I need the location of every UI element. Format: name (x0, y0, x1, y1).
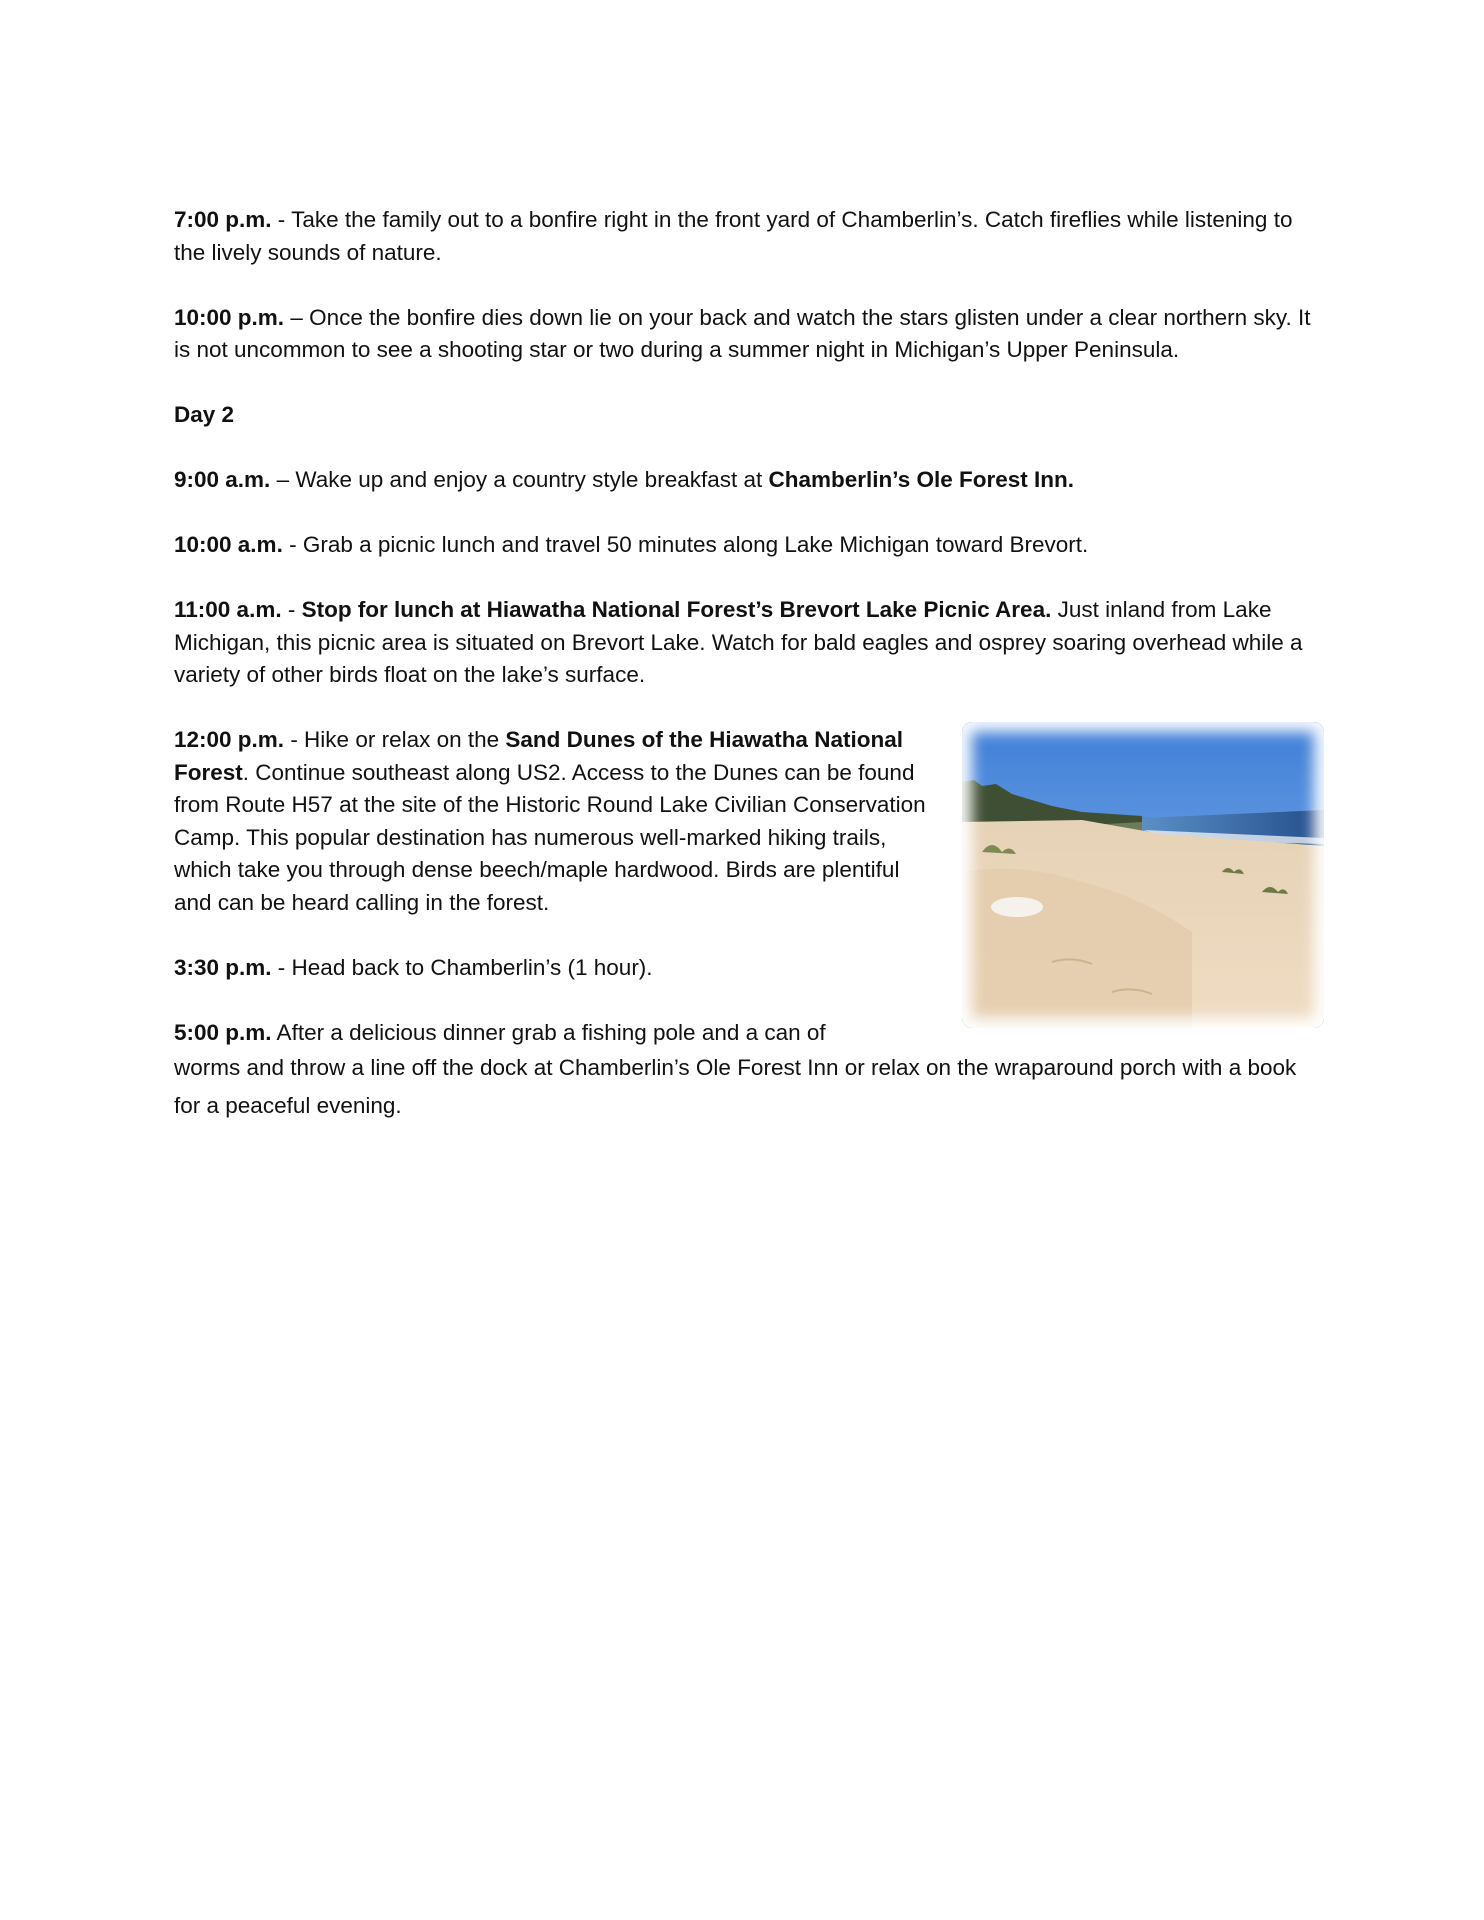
entry-time: 7:00 p.m. (174, 207, 272, 232)
entry-text: After a delicious dinner grab a fishing pole and a can of (271, 1019, 826, 1045)
dunes-section (174, 724, 1324, 1049)
entry-9am (174, 464, 1324, 497)
entry-time: 10:00 a.m. (174, 532, 283, 557)
itinerary-content (174, 204, 1324, 1125)
day-heading: Day 2 (174, 402, 235, 427)
entry-time: 3:30 p.m. (174, 954, 272, 980)
entry-time: 5:00 p.m. (174, 1019, 272, 1045)
entry-10am (174, 529, 1324, 562)
entry-bold-text: Sand Dunes of the Hiawatha National Forest (174, 727, 903, 785)
entry-bold-text: Chamberlin’s Ole Forest Inn. (768, 467, 1074, 492)
beach-photo-illustration (962, 722, 1324, 1028)
entry-time: 12:00 p.m. (174, 727, 285, 752)
entry-text: Just inland from Lake Michigan, this picnic area is situated on Brevort Lake. Watch for bald eagles and osprey soaring overhead while a variety of other birds float on the lake’s surface. (174, 597, 1303, 687)
entry-7pm (174, 204, 1324, 269)
entry-time: 11:00 a.m. (174, 597, 282, 622)
entry-time: 9:00 a.m. (174, 467, 271, 492)
entry-text: – Once the bonfire dies down lie on your back and watch the stars glisten under a clear northern sky. It is not uncommon to see a shooting star or two during a summer night in Michigan’s Upper Peninsula. (174, 304, 1311, 362)
entry-text: - Grab a picnic lunch and travel 50 minutes along Lake Michigan toward Brevort. (282, 532, 1089, 557)
entry-text: - Take the family out to a bonfire right in the front yard of Chamberlin’s. Catch fireflies while listening to the lively sounds of nature. (174, 207, 1293, 265)
entry-10pm (174, 302, 1324, 367)
entry-text: – Wake up and enjoy a country style breakfast at (270, 467, 769, 492)
entry-bold-text: Stop for lunch at Hiawatha National Forest’s Brevort Lake Picnic Area. (301, 597, 1052, 622)
entry-time: 10:00 p.m. (174, 304, 285, 330)
beach-dunes-photo (962, 722, 1324, 1028)
entry-5pm-rest: worms and throw a line off the dock at Chamberlin’s Ole Forest Inn or relax on the wraparound porch with a book for a peaceful evening. (174, 1055, 1297, 1118)
entry-separator: - Hike or relax on the (284, 727, 506, 752)
entry-text: . Continue southeast along US2. Access to the Dunes can be found from Route H57 at the site of the Historic Round Lake Civilian Conservation Camp. This popular destination has numerous well-marked hiking trails, which take you through dense beech/maple hardwood. Birds are plentiful and can be heard calling in the forest. (174, 759, 926, 915)
entry-11am (174, 594, 1324, 692)
entry-text: - Head back to Chamberlin’s (1 hour). (271, 954, 653, 980)
entry-separator: - (281, 597, 302, 622)
